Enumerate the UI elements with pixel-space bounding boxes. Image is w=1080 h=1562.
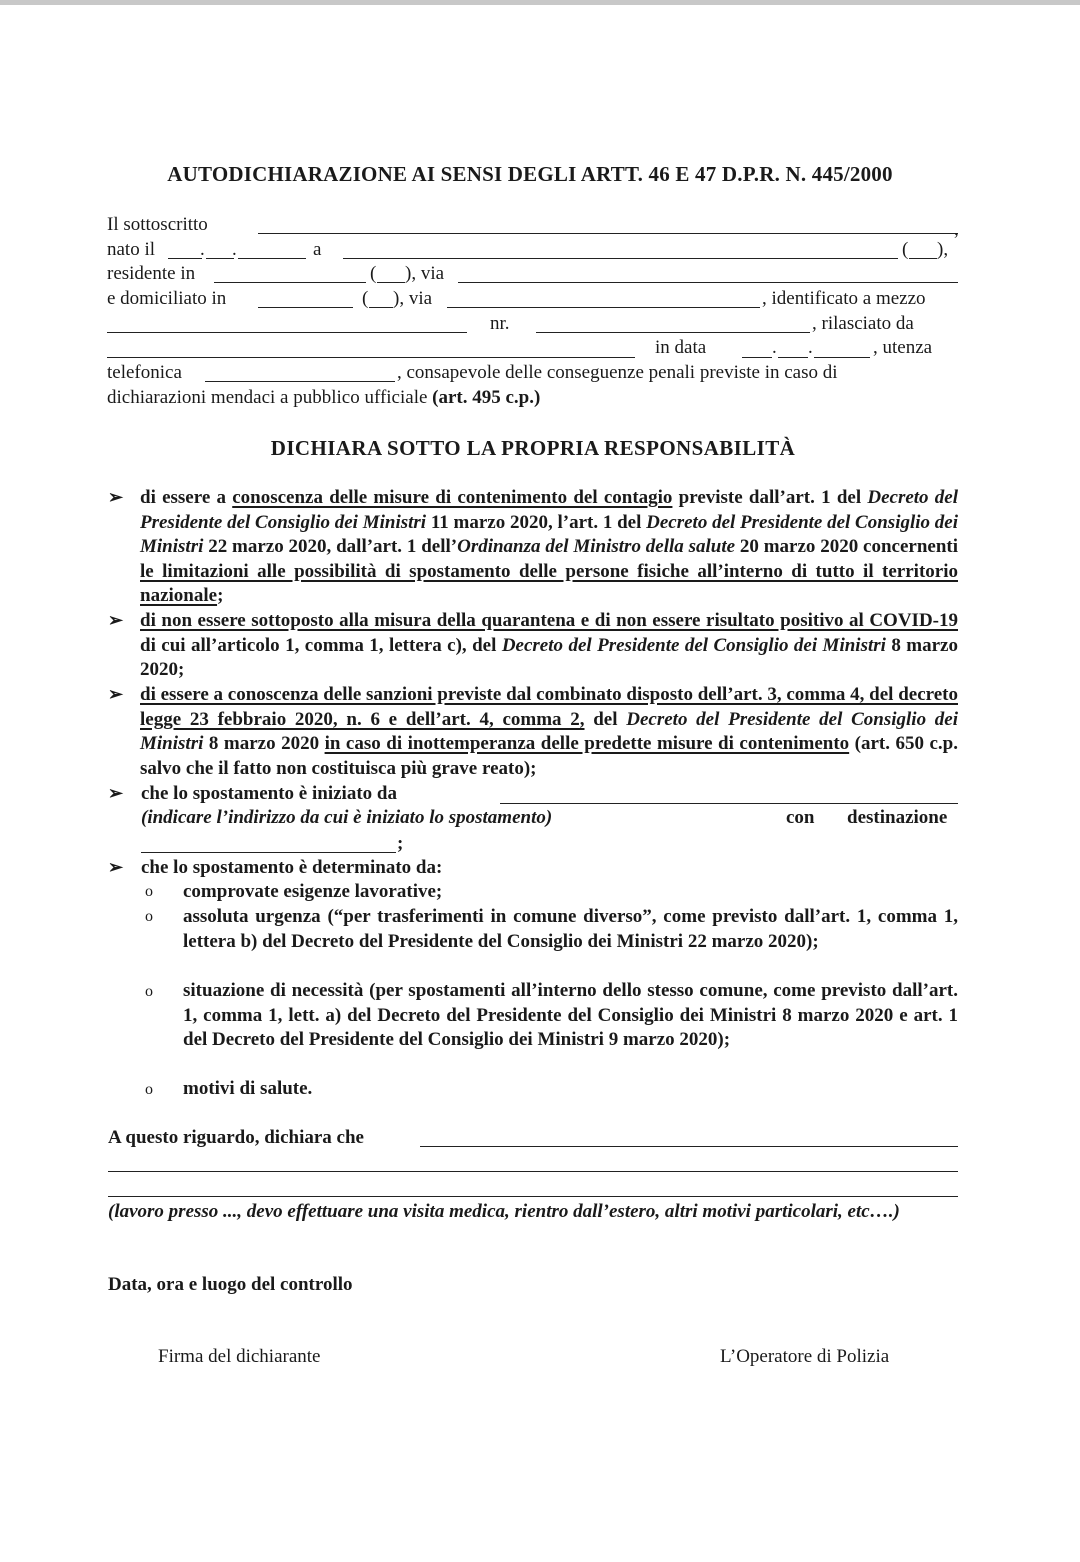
section-heading: DICHIARA SOTTO LA PROPRIA RESPONSABILITÀ xyxy=(270,436,796,460)
option-circle-icon[interactable]: o xyxy=(145,983,153,1000)
bullet-4-text: che lo spostamento è iniziato da xyxy=(141,783,397,804)
bullet-arrow-icon: ➢ xyxy=(108,684,124,704)
date-dot: . xyxy=(200,239,205,260)
field-destinazione[interactable] xyxy=(141,852,396,853)
option-necessita: situazione di necessità (per spostamenti all’interno dello stesso comune, come previsto dall’art. 1, comma 1, lett. a) del Decreto del Presidente del Consiglio dei Ministri 8 marzo 2020 e art. 1 del Decreto del Presidente del Consiglio dei Ministri 9 marzo 2020); xyxy=(183,980,958,1050)
bullet-arrow-icon: ➢ xyxy=(108,857,124,877)
bullet-3-text: di essere a conoscenza delle sanzioni previste dal combinato disposto dell’art. 3, comma 4, del decreto legge 23 febbraio 2020, n. 6 e dell’art. 4, comma 2, del Decreto del Presidente del Consiglio dei Ministri 8 marzo 2020 in caso di inottemperanza delle predette misure di contenimento (art. 650 c.p. salvo che il fatto non costituisca più grave reato); xyxy=(140,684,959,779)
label-operatore-polizia: L’Operatore di Polizia xyxy=(720,1346,890,1367)
date-dot: . xyxy=(772,337,777,358)
field-rilasciato-da[interactable] xyxy=(107,357,635,358)
label-rilasciato: , rilasciato da xyxy=(812,313,914,334)
field-via-domicilio[interactable] xyxy=(447,307,760,308)
paren-close: ), xyxy=(937,239,949,260)
label-dichiara-che: A questo riguardo, dichiara che xyxy=(108,1127,364,1148)
field-partenza[interactable] xyxy=(500,803,958,804)
field-nome[interactable] xyxy=(258,233,958,234)
field-nato-mese[interactable] xyxy=(206,258,234,259)
label-utenza: , utenza xyxy=(873,337,933,358)
option-circle-icon[interactable]: o xyxy=(145,908,153,925)
field-domicilio[interactable] xyxy=(258,307,353,308)
option-urgenza: assoluta urgenza (“per trasferimenti in comune diverso”, come previsto dall’art. 1, comma 1, lettera b) del Decreto del Presidente del Consiglio dei Ministri 22 marzo 2020); xyxy=(183,906,958,952)
label-via-2: ), via xyxy=(393,288,433,309)
field-prov-nascita[interactable] xyxy=(909,258,937,259)
field-nato-anno[interactable] xyxy=(238,258,306,259)
paren-open: ( xyxy=(362,288,369,309)
bullet-arrow-icon: ➢ xyxy=(108,783,124,803)
label-sottoscritto: Il sottoscritto xyxy=(107,214,208,235)
label-con: con xyxy=(786,807,815,828)
label-identificato: , identificato a mezzo xyxy=(762,288,926,309)
comma: , xyxy=(954,219,959,240)
field-telefono[interactable] xyxy=(205,381,395,382)
field-via-residenza[interactable] xyxy=(458,282,958,283)
label-nr: nr. xyxy=(490,313,510,334)
bullet-4-hint: (indicare l’indirizzo da cui è iniziato lo spostamento) xyxy=(141,807,553,828)
label-in-data: in data xyxy=(655,337,707,358)
bullet-arrow-icon: ➢ xyxy=(108,610,124,630)
semicolon: ; xyxy=(397,833,404,854)
field-dichiarazione-2[interactable] xyxy=(108,1171,958,1172)
field-luogo-nascita[interactable] xyxy=(343,258,898,259)
field-dichiarazione-3[interactable] xyxy=(108,1196,958,1197)
option-circle-icon[interactable]: o xyxy=(145,883,153,900)
date-dot: . xyxy=(232,239,237,260)
examples-note: (lavoro presso ..., devo effettuare una visita medica, rientro dall’estero, altri motivi particolari, etc….) xyxy=(108,1201,900,1222)
label-nato-il: nato il xyxy=(107,239,156,260)
field-documento[interactable] xyxy=(107,332,467,333)
bullet-5-text: che lo spostamento è determinato da: xyxy=(141,857,443,878)
field-prov-domicilio[interactable] xyxy=(369,307,393,308)
label-residente: residente in xyxy=(107,263,196,284)
field-prov-residenza[interactable] xyxy=(377,282,405,283)
field-numero-documento[interactable] xyxy=(536,332,810,333)
option-circle-icon[interactable]: o xyxy=(145,1081,153,1098)
label-a: a xyxy=(313,239,322,260)
field-data-giorno[interactable] xyxy=(742,357,772,358)
bullet-2-text: di non essere sottoposto alla misura della quarantena e di non essere risultato positivo al COVID-19 di cui all’articolo 1, comma 1, lettera c), del Decreto del Presidente del Consiglio dei Ministri 8 marzo 2020; xyxy=(140,610,958,680)
field-dichiarazione-1[interactable] xyxy=(420,1146,958,1147)
paren-open: ( xyxy=(370,263,377,284)
label-domiciliato: e domiciliato in xyxy=(107,288,227,309)
field-data-anno[interactable] xyxy=(814,357,870,358)
label-consapevole: , consapevole delle conseguenze penali previste in caso di xyxy=(397,362,838,383)
document-title: AUTODICHIARAZIONE AI SENSI DEGLI ARTT. 46 E 47 D.P.R. N. 445/2000 xyxy=(167,162,893,186)
label-dichiarazioni: dichiarazioni mendaci a pubblico ufficiale (art. 495 c.p.) xyxy=(107,387,541,408)
option-salute: motivi di salute. xyxy=(183,1078,313,1099)
field-residenza[interactable] xyxy=(214,282,366,283)
field-nato-giorno[interactable] xyxy=(168,258,202,259)
label-firma-dichiarante: Firma del dichiarante xyxy=(158,1346,321,1367)
option-lavorative: comprovate esigenze lavorative; xyxy=(183,881,443,902)
bullet-arrow-icon: ➢ xyxy=(108,487,124,507)
label-telefonica: telefonica xyxy=(107,362,182,383)
label-via-1: ), via xyxy=(405,263,445,284)
date-dot: . xyxy=(808,337,813,358)
label-destinazione: destinazione xyxy=(847,807,948,828)
paren-open: ( xyxy=(902,239,909,260)
label-data-ora-luogo: Data, ora e luogo del controllo xyxy=(108,1274,353,1295)
bullet-1-text: di essere a conoscenza delle misure di contenimento del contagio previste dall’art. 1 del Decreto del Presidente del Consiglio dei Ministri 11 marzo 2020, l’art. 1 del Decreto del Presidente del Consiglio dei Ministri 22 marzo 2020, dall’art. 1 dell’Ordinanza del Ministro della salute 20 marzo 2020 concernenti le limitazioni alle possibilità di spostamento delle persone fisiche all’interno di tutto il territorio nazionale; xyxy=(140,487,958,606)
field-data-mese[interactable] xyxy=(778,357,808,358)
